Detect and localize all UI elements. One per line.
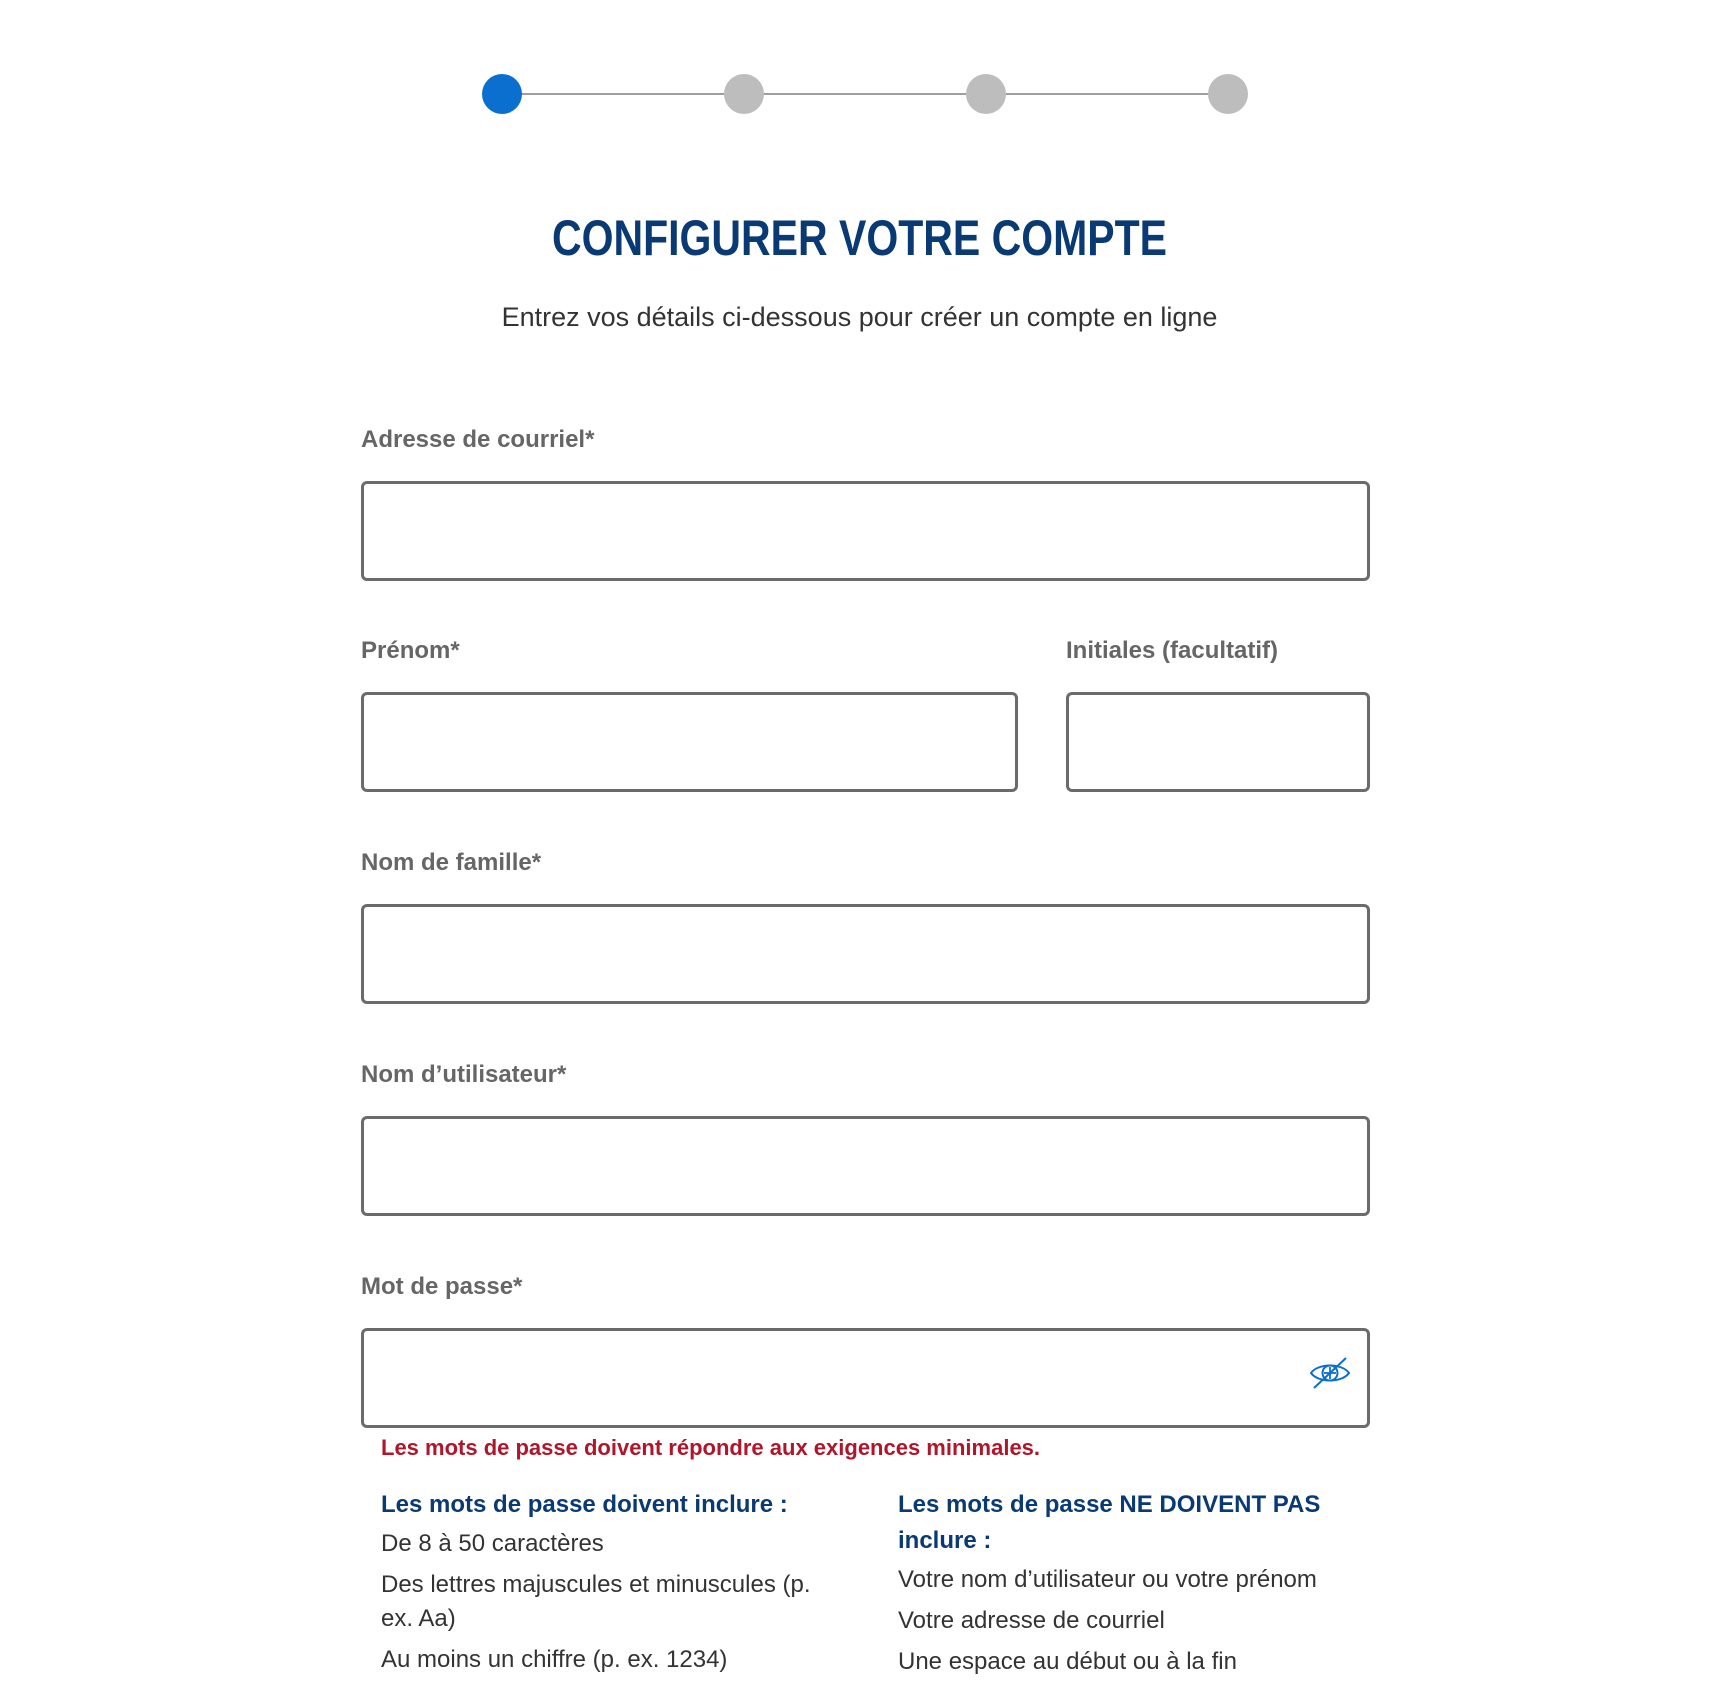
must-include-heading: Les mots de passe doivent inclure : bbox=[381, 1491, 788, 1518]
first-name-field[interactable] bbox=[361, 692, 1018, 792]
list-item: Des lettres majuscules et minuscules (p. ex. Aa) bbox=[381, 1571, 811, 1632]
must-not-include-heading: Les mots de passe NE DOIVENT PAS inclure : bbox=[898, 1491, 1321, 1554]
list-item: Au moins un chiffre (p. ex. 1234) bbox=[381, 1646, 728, 1673]
page-title: CONFIGURER VOTRE COMPTE bbox=[551, 210, 1168, 266]
list-item: Une espace au début ou à la fin bbox=[898, 1648, 1237, 1675]
eye-slash-icon bbox=[1309, 1356, 1351, 1390]
last-name-label: Nom de famille* bbox=[361, 849, 542, 876]
show-password-toggle[interactable] bbox=[1308, 1355, 1352, 1391]
password-must-include bbox=[381, 1487, 841, 1684]
list-item: De 8 à 50 caractères bbox=[381, 1530, 604, 1557]
step-3-indicator bbox=[966, 74, 1006, 114]
page-subtitle: Entrez vos détails ci-dessous pour créer un compte en ligne bbox=[501, 302, 1218, 332]
stepper-line bbox=[502, 93, 1228, 95]
step-2-indicator bbox=[724, 74, 764, 114]
first-name-label: Prénom* bbox=[361, 637, 460, 664]
password-label: Mot de passe* bbox=[361, 1273, 523, 1300]
username-field[interactable] bbox=[361, 1116, 1370, 1216]
must-include-list bbox=[381, 1527, 841, 1677]
must-not-include-list bbox=[898, 1563, 1338, 1679]
username-label: Nom d’utilisateur* bbox=[361, 1061, 567, 1088]
email-label: Adresse de courriel* bbox=[361, 426, 595, 453]
email-field[interactable] bbox=[361, 481, 1370, 581]
step-1-indicator bbox=[482, 74, 522, 114]
progress-stepper bbox=[482, 74, 1248, 114]
list-item: Votre adresse de courriel bbox=[898, 1607, 1165, 1634]
password-error-message: Les mots de passe doivent répondre aux exigences minimales. bbox=[381, 1435, 1041, 1460]
step-4-indicator bbox=[1208, 74, 1248, 114]
list-item: Votre nom d’utilisateur ou votre prénom bbox=[898, 1566, 1317, 1593]
password-field[interactable] bbox=[361, 1328, 1370, 1428]
initials-field[interactable] bbox=[1066, 692, 1370, 792]
initials-label: Initiales (facultatif) bbox=[1066, 637, 1279, 664]
password-must-not-include bbox=[898, 1487, 1338, 1686]
last-name-field[interactable] bbox=[361, 904, 1370, 1004]
